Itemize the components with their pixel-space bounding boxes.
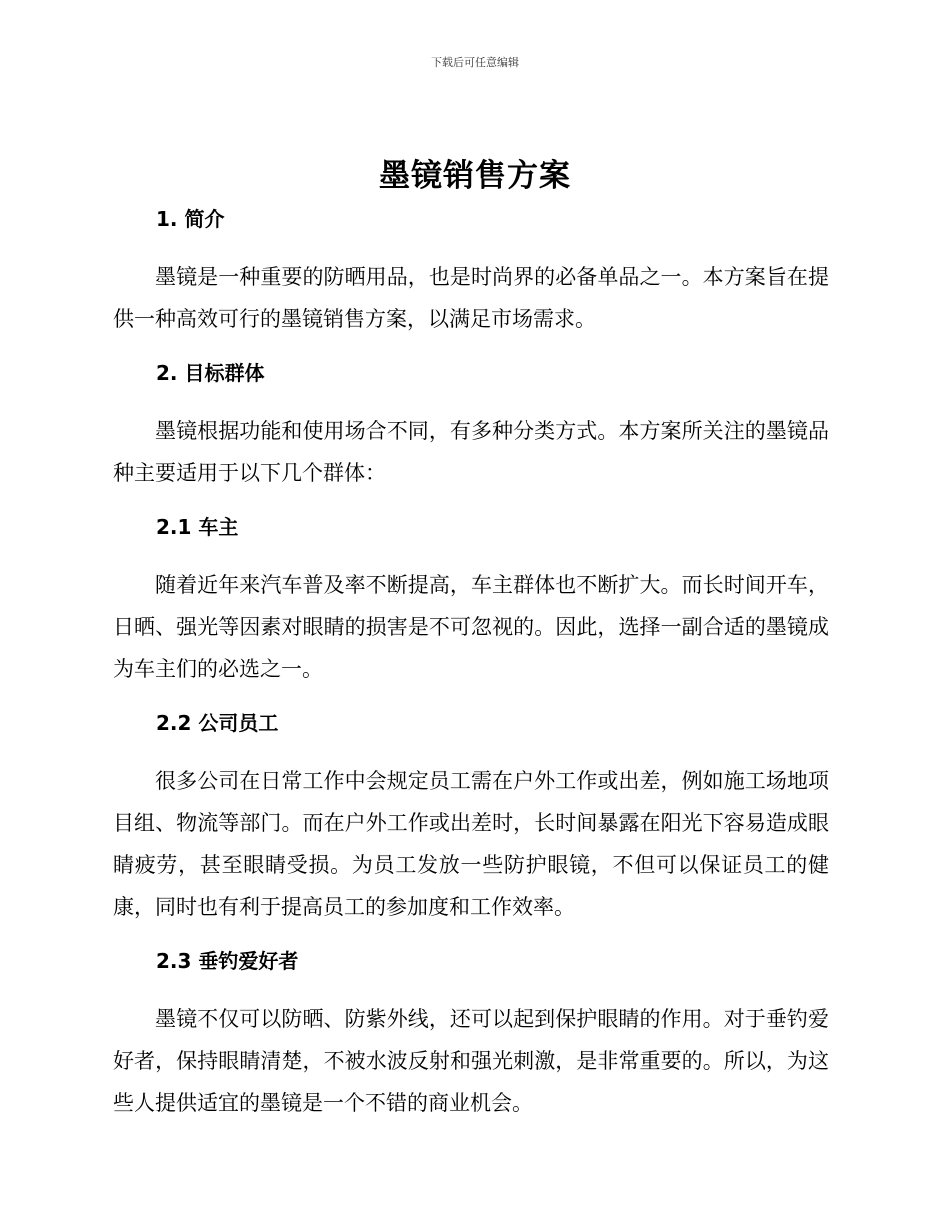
section-heading-employees: 2.2 公司员工 (156, 711, 279, 735)
section-paragraph-car-owners: 随着近年来汽车普及率不断提高，车主群体也不断扩大。而长时间开车，日晒、强光等因素对眼睛的损害是不可忽视的。因此，选择一副合适的墨镜成为车主们的必选之一。 (113, 573, 829, 681)
section-heading-target-groups: 2. 目标群体 (156, 361, 265, 385)
section-heading-car-owners: 2.1 车主 (156, 515, 239, 539)
section-paragraph-target-groups: 墨镜根据功能和使用场合不同，有多种分类方式。本方案所关注的墨镜品种主要适用于以下几个群体： (113, 419, 829, 485)
document-body (113, 200, 829, 1138)
section-paragraph-employees: 很多公司在日常工作中会规定员工需在户外工作或出差，例如施工场地项目组、物流等部门。而在户外工作或出差时，长时间暴露在阳光下容易造成眼睛疲劳，甚至眼睛受损。为员工发放一些防护眼镜，不但可以保证员工的健康，同时也有利于提高员工的参加度和工作效率。 (113, 769, 829, 919)
section-paragraph-intro: 墨镜是一种重要的防晒用品，也是时尚界的必备单品之一。本方案旨在提供一种高效可行的墨镜销售方案，以满足市场需求。 (113, 265, 829, 331)
section-heading-anglers: 2.3 垂钓爱好者 (156, 949, 299, 973)
section-heading-intro: 1. 简介 (156, 207, 225, 231)
header-note: 下载后可任意编辑 (431, 56, 519, 69)
section-paragraph-anglers: 墨镜不仅可以防晒、防紫外线，还可以起到保护眼睛的作用。对于垂钓爱好者，保持眼睛清楚，不被水波反射和强光刺激，是非常重要的。所以，为这些人提供适宜的墨镜是一个不错的商业机会。 (113, 1007, 829, 1115)
document-title: 墨镜销售方案 (379, 158, 571, 194)
